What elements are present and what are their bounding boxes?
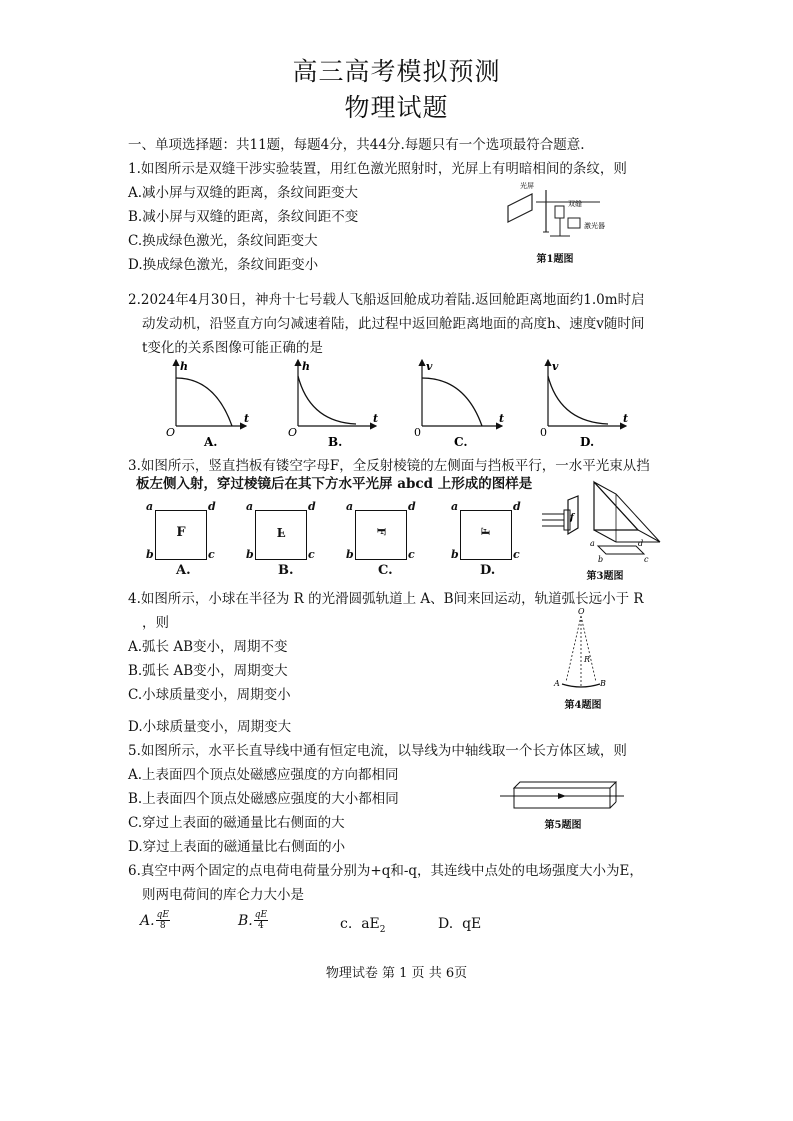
q2-a-origin: O [166, 426, 176, 439]
q2-b-label: B. [328, 435, 343, 449]
q6-stem-line1: 6.真空中两个固定的点电荷电荷量分别为+q和-q，其连线中点处的电场强度大小为E， [128, 863, 643, 879]
q3-option-d-label: D. [480, 563, 496, 578]
q1-option-d: D.换成绿色激光，条纹间距变小 [128, 257, 319, 273]
q3-a-corner-c: c [208, 548, 215, 561]
q2-b-origin: O [288, 426, 298, 439]
q5-wire-figure [498, 776, 628, 812]
q3-option-b-glyph: F [276, 525, 286, 539]
q5-option-d: D.穿过上表面的磁通量比右侧面的小 [128, 839, 346, 855]
q4-pendulum-figure [550, 606, 610, 692]
q4-stem-line2: ，则 [142, 615, 169, 631]
q1-figure-caption: 第1题图 [536, 254, 574, 265]
q2-a-label: A. [204, 435, 218, 449]
q3-option-c-label: C. [378, 563, 393, 578]
q3-option-d-screen [460, 510, 512, 560]
q6-option-b-label: B. [238, 912, 253, 929]
q6-option-d [438, 916, 481, 932]
q6-option-c [340, 916, 386, 935]
q5-option-b: B.上表面四个顶点处磁感应强度的大小都相同 [128, 791, 399, 807]
q6-option-b-numerator: qE [254, 910, 268, 920]
q3-label-c: c [644, 555, 649, 564]
q3-option-a-screen [155, 510, 207, 560]
q2-a-yaxis: h [180, 360, 188, 373]
q1-label-screen: 光屏 [520, 182, 534, 190]
q6-option-c-subscript: 2 [379, 924, 386, 935]
q6-option-b [238, 910, 268, 931]
q5-option-a: A.上表面四个顶点处磁感应强度的方向都相同 [128, 767, 399, 783]
section-heading: 一、单项选择题：共11题，每题4分，共44分.每题只有一个选项最符合题意. [128, 137, 585, 153]
page-subtitle: 物理试题 [344, 93, 449, 122]
q2-d-origin: 0 [540, 426, 547, 439]
q2-graph-c [414, 360, 504, 449]
q6-option-a [140, 910, 170, 931]
q6-option-a-denominator: 8 [159, 921, 166, 931]
q2-b-yaxis: h [302, 360, 310, 373]
q3-label-f: f [570, 513, 574, 523]
q3-d-corner-c: c [513, 548, 520, 561]
q3-d-corner-d: d [513, 500, 521, 513]
q3-option-c-screen [355, 510, 407, 560]
q6-option-b-denominator: 4 [258, 921, 264, 931]
q3-c-corner-b: b [346, 548, 354, 561]
q6-option-d-value: qE [462, 916, 482, 932]
q3-c-corner-a: a [346, 500, 354, 513]
q3-a-corner-b: b [146, 548, 154, 561]
q3-prism-figure [540, 480, 670, 566]
q6-option-a-fraction [156, 910, 170, 931]
q4-label-a: A [554, 679, 560, 688]
q3-c-corner-c: c [408, 548, 415, 561]
q4-label-b: B [600, 679, 606, 688]
q3-option-d-glyph: F [479, 527, 493, 536]
q3-option-b-screen [255, 510, 307, 560]
q5-stem: 5.如图所示，水平长直导线中通有恒定电流，以导线为中轴线取一个长方体区域，则 [128, 743, 627, 759]
q3-stem-line1: 3.如图所示，竖直挡板有镂空字母F，全反射棱镜的左侧面与挡板平行，一水平光束从挡 [128, 458, 650, 474]
q6-option-a-numerator: qE [156, 910, 169, 920]
q2-stem-line3: t变化的关系图像可能正确的是 [142, 340, 323, 356]
q6-option-c-value: aE [361, 916, 380, 932]
q3-option-a-label: A. [176, 563, 191, 578]
q1-option-c: C.换成绿色激光，条纹间距变大 [128, 233, 318, 249]
q6-option-c-label: c. [340, 916, 353, 932]
q2-c-yaxis: v [426, 360, 433, 373]
q4-option-d: D.小球质量变小，周期变大 [128, 719, 292, 735]
q2-d-xaxis: t [623, 412, 629, 425]
q3-option-b-label: B. [278, 563, 294, 578]
q3-a-corner-a: a [146, 500, 154, 513]
q3-label-a: a [590, 539, 595, 548]
q3-stem-line2: 板左侧入射，穿过棱镜后在其下方水平光屏 abcd 上形成的图样是 [136, 476, 533, 492]
q5-option-c: C.穿过上表面的磁通量比右侧面的大 [128, 815, 345, 831]
q4-label-r: R [584, 655, 591, 664]
q6-option-a-label: A. [140, 912, 155, 929]
q6-option-d-label: D. [438, 916, 454, 932]
q3-label-b: b [598, 555, 604, 564]
page-footer: 物理试卷 第 1 页 共 6页 [325, 966, 468, 981]
q2-b-xaxis: t [373, 412, 379, 425]
q5-figure-caption: 第5题图 [544, 820, 582, 831]
q3-c-corner-d: d [408, 500, 416, 513]
q2-c-label: C. [454, 435, 468, 449]
page-title: 高三高考模拟预测 [292, 57, 501, 86]
q3-b-corner-a: a [246, 500, 254, 513]
q2-graph-a [166, 360, 249, 449]
q3-d-corner-b: b [451, 548, 459, 561]
q1-apparatus-figure [500, 176, 612, 246]
q2-c-xaxis: t [499, 412, 505, 425]
q3-label-d: d [638, 539, 644, 548]
q4-option-c: C.小球质量变小，周期变小 [128, 687, 291, 703]
q3-b-corner-b: b [246, 548, 254, 561]
q4-label-o: O [578, 607, 585, 616]
q2-stem-line2: 动发动机，沿竖直方向匀减速着陆，此过程中返回舱距离地面的高度h、速度v随时间 [142, 316, 645, 332]
q1-label-slits: 双缝 [568, 200, 582, 208]
q1-stem: 1.如图所示是双缝干涉实验装置，用红色激光照射时，光屏上有明暗相间的条纹，则 [128, 161, 627, 177]
q3-option-c-glyph: F [374, 527, 388, 536]
q2-stem-line1: 2.2024年4月30日，神舟十七号载人飞船返回舱成功着陆.返回舱距离地面约1.0m时启 [128, 292, 645, 308]
q6-stem-line2: 则两电荷间的库仑力大小是 [142, 887, 304, 903]
q2-graph-b [288, 360, 378, 449]
q3-option-a-glyph: F [176, 525, 186, 540]
q2-d-label: D. [580, 435, 595, 449]
q3-figure-caption: 第3题图 [586, 571, 624, 582]
q3-d-corner-a: a [451, 500, 459, 513]
q2-graphs-figure [160, 356, 640, 452]
q3-b-corner-d: d [308, 500, 316, 513]
q2-d-yaxis: v [552, 360, 559, 373]
q4-figure-caption: 第4题图 [564, 700, 602, 711]
q6-option-b-fraction [254, 910, 268, 931]
q2-a-xaxis: t [244, 412, 250, 425]
q3-b-corner-c: c [308, 548, 315, 561]
q2-graph-d [540, 360, 628, 449]
q4-option-b: B.弧长 AB变小，周期变大 [128, 663, 288, 679]
q3-a-corner-d: d [208, 500, 216, 513]
q4-option-a: A.弧长 AB变小，周期不变 [128, 639, 288, 655]
q4-stem-line1: 4.如图所示，小球在半径为 R 的光滑圆弧轨道上 A、B间来回运动，轨道弧长远小于 R [128, 591, 644, 607]
q2-c-origin: 0 [414, 426, 421, 439]
q1-option-b: B.减小屏与双缝的距离，条纹间距不变 [128, 209, 359, 225]
q1-label-laser: 激光器 [584, 222, 605, 230]
q1-option-a: A.减小屏与双缝的距离，条纹间距变大 [128, 185, 359, 201]
